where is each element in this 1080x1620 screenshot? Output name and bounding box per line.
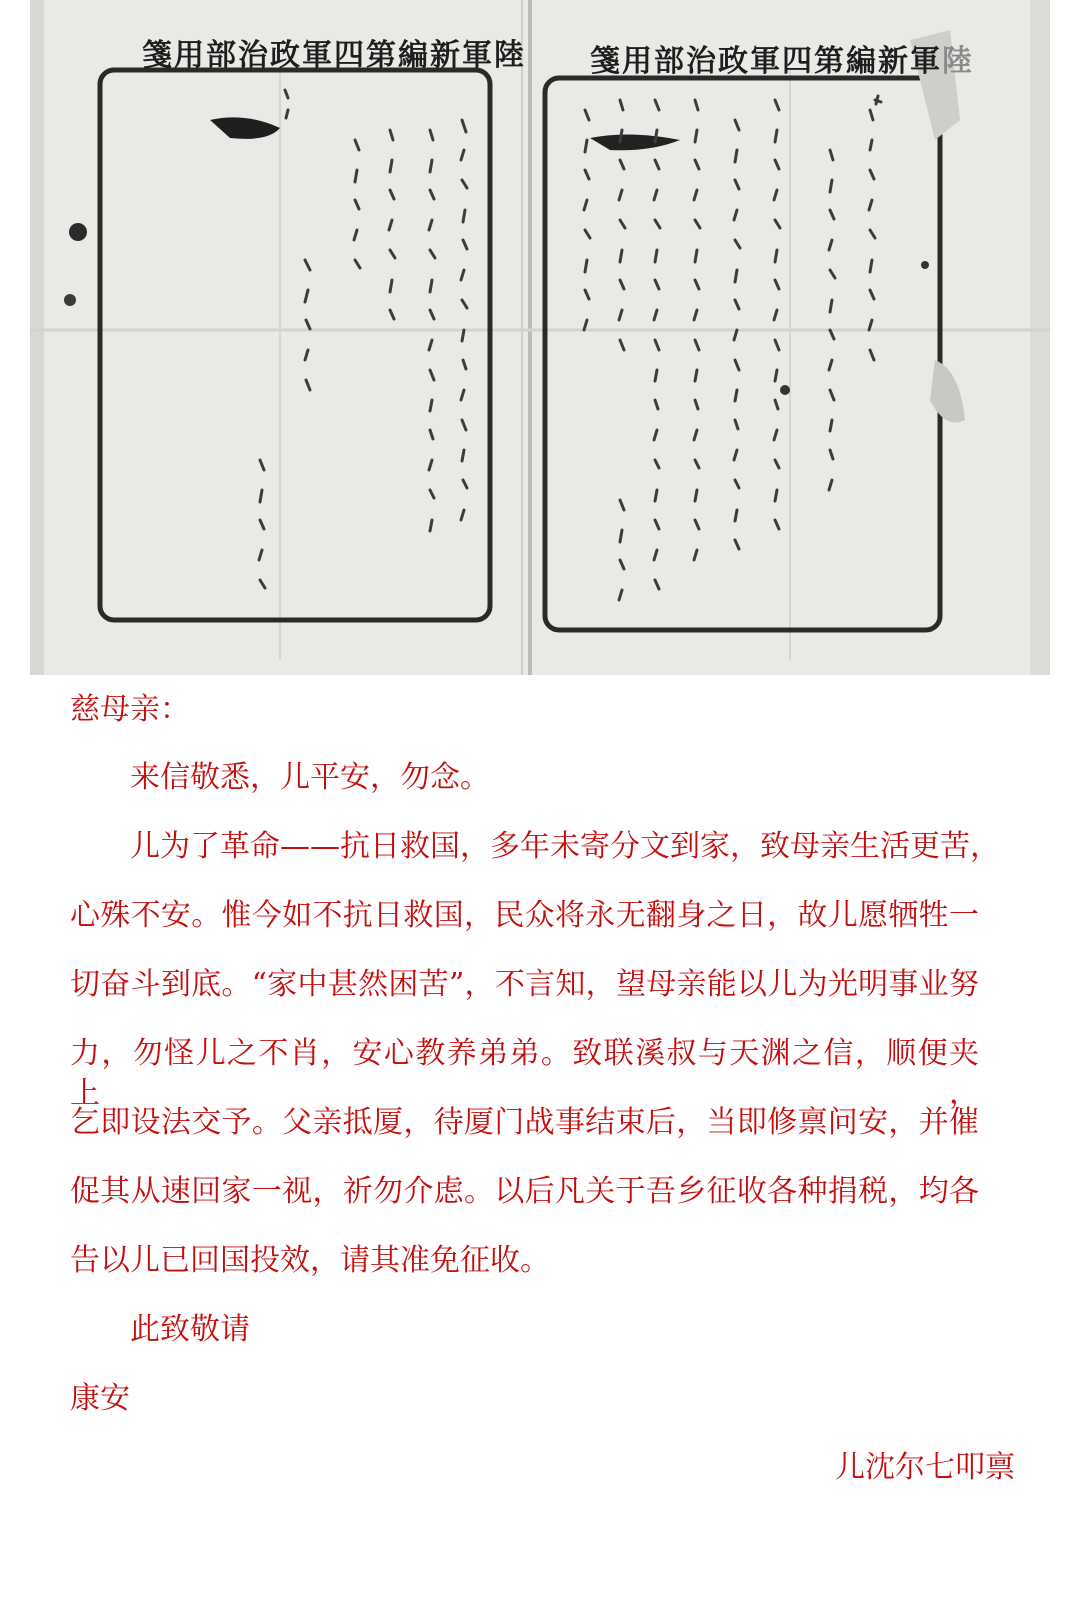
letter-signature: 儿沈尔七叩禀 [835,1450,1015,1485]
letter-salutation: 慈母亲： [70,692,190,727]
letter-paragraph-1: 来信敬悉，儿平安，勿念。 [130,760,490,795]
right-sheet-letterhead-faint: 陸 [942,44,974,79]
letter-paragraph-2-line-6: 促其从速回家一视，祈勿介虑。以后凡关于吾乡征收各种捐税，均各 [70,1174,979,1209]
letter-paragraph-2-line-4: 力，勿怪儿之不肖，安心教养弟弟。致联溪叔与天渊之信，顺便夹上， [70,1036,979,1111]
letter-paragraph-2-line-1: 儿为了革命——抗日救国，多年未寄分文到家，致母亲生活更苦， [130,829,1000,864]
right-sheet-letterhead [590,36,974,80]
right-sheet-letterhead-main: 箋用部治政軍四第編新軍 [590,44,942,79]
letter-wish: 康安 [70,1381,130,1416]
letter-paragraph-2-line-7: 告以儿已回国投效，请其准免征收。 [70,1243,550,1278]
letter-closing: 此致敬请 [130,1312,250,1347]
letter-scan-graphic [30,0,1050,675]
letter-paragraph-2-line-3: 切奋斗到底。“家中甚然困苦”，不言知，望母亲能以儿为光明事业努 [70,967,979,1002]
letter-paragraph-2-line-2: 心殊不安。惟今如不抗日救国，民众将永无翻身之日，故儿愿牺牲一 [70,898,979,933]
left-sheet-letterhead: 箋用部治政軍四第編新軍陸 [142,38,526,73]
letter-paragraph-2-line-5: 乞即设法交予。父亲抵厦，待厦门战事结束后，当即修禀问安，并催 [70,1105,979,1140]
letter-scan-photo [30,0,1050,675]
